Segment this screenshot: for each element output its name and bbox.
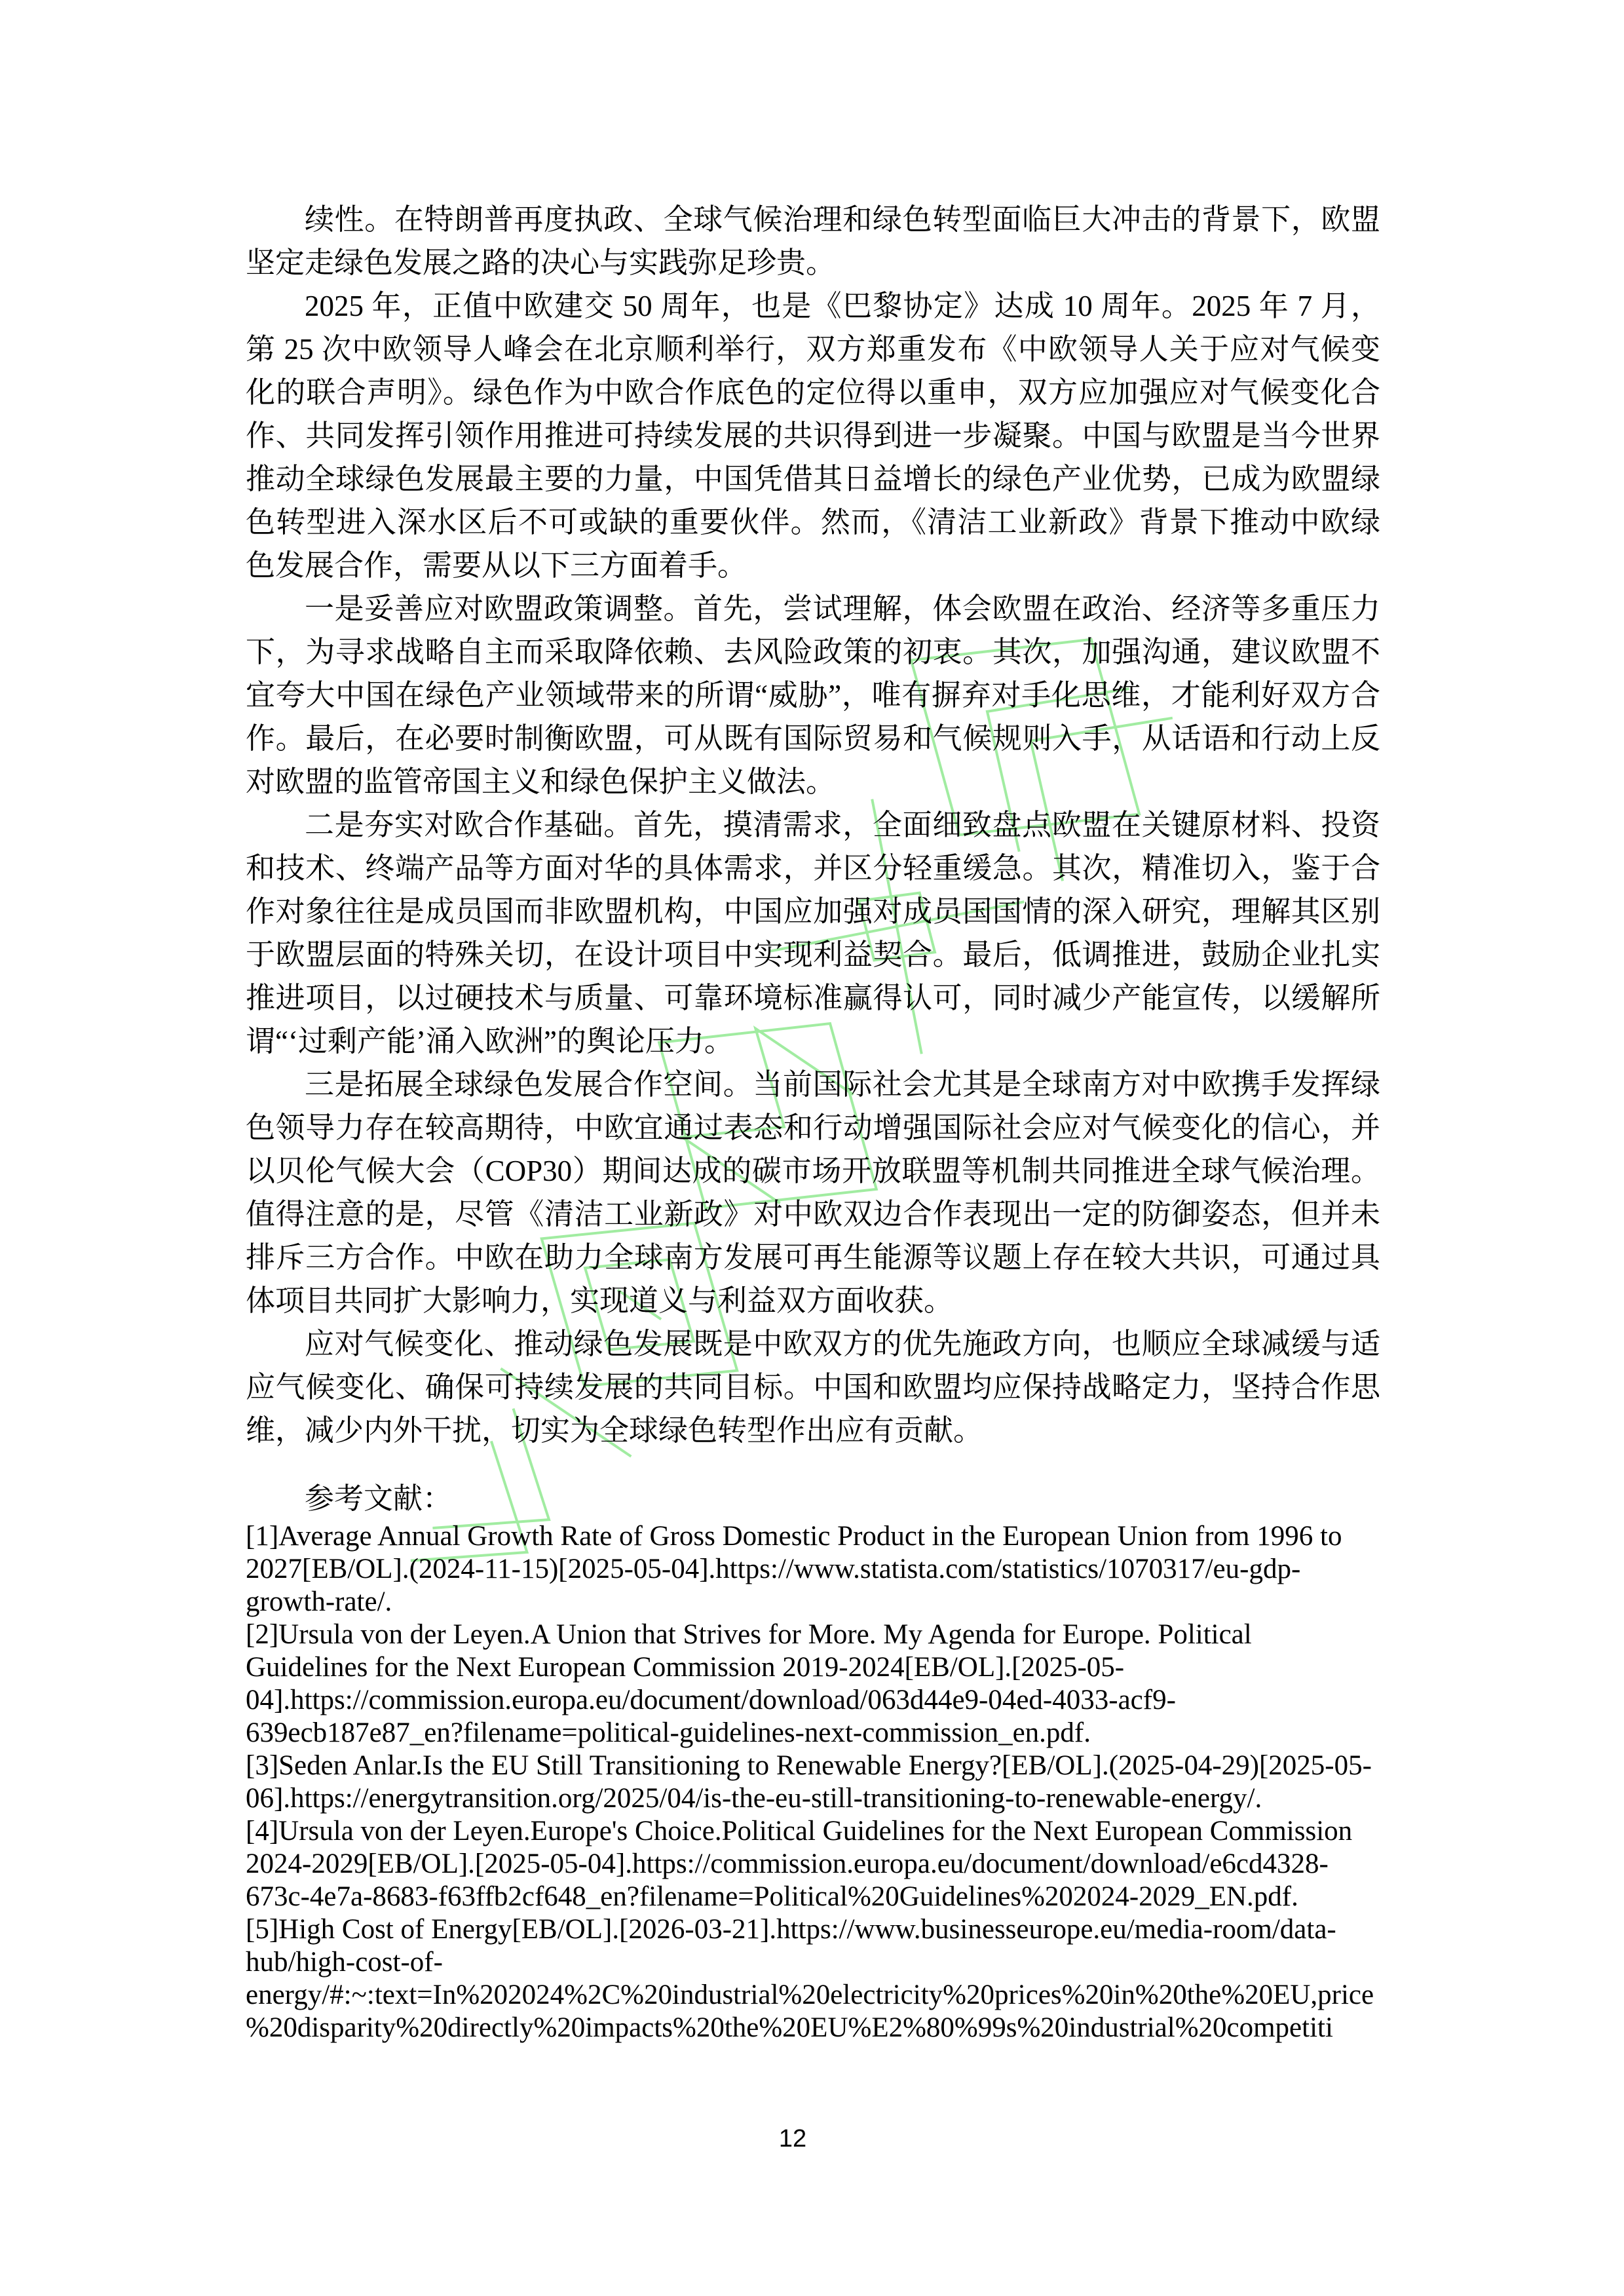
references-heading: 参考文献： bbox=[305, 1482, 453, 1515]
reference-item: [3]Seden Anlar.Is the EU Still Transitioning to Renewable Energy?[EB/OL].(2025-04-29)[2025-05-06].https://energytransition.org/2025/04/is-the-eu-still-transitioning-to-renewable-energy/. bbox=[246, 1750, 1372, 1814]
body-paragraph: 应对气候变化、推动绿色发展既是中欧双方的优先施政方向，也顺应全球减缓与适应气候变化、确保可持续发展的共同目标。中国和欧盟均应保持战略定力，坚持合作思维，减少内外干扰，切实为全球绿色转型作出应有贡献。 bbox=[246, 1328, 1380, 1447]
body-paragraph: 2025 年，正值中欧建交 50 周年，也是《巴黎协定》达成 10 周年。2025 年 7 月，第 25 次中欧领导人峰会在北京顺利举行，双方郑重发布《中欧领导人关于应对气候变化的联合声明》。绿色作为中欧合作底色的定位得以重申，双方应加强应对气候变化合作、共同发挥引领作用推进可持续发展的共识得到进一步凝聚。中国与欧盟是当今世界推动全球绿色发展最主要的力量，中国凭借其日益增长的绿色产业优势，已成为欧盟绿色转型进入深水区后不可或缺的重要伙伴。然而，《清洁工业新政》背景下推动中欧绿色发展合作，需要从以下三方面着手。 bbox=[246, 290, 1380, 582]
body-paragraph: 续性。在特朗普再度执政、全球气候治理和绿色转型面临巨大冲击的背景下，欧盟坚定走绿色发展之路的决心与实践弥足珍贵。 bbox=[246, 203, 1380, 279]
reference-item: [1]Average Annual Growth Rate of Gross Domestic Product in the European Union from 1996 to 2027[EB/OL].(2024-11-15)[2025-05-04].https://www.statista.com/statistics/1070317/eu-gdp-growth-rate/. bbox=[246, 1521, 1342, 1617]
reference-item: [5]High Cost of Energy[EB/OL].[2026-03-21].https://www.businesseurope.eu/media-room/data-hub/high-cost-of-energy/#:~:text=In%202024%2C%20industrial%20electricity%20prices%20in%20the%20EU,price%20disparity%20directly%20impacts%20the%20EU%E2%80%99s%20industrial%20competiti bbox=[246, 1914, 1374, 2043]
page-number: 12 bbox=[778, 2125, 807, 2152]
page-content bbox=[246, 198, 1380, 2044]
body-paragraph: 二是夯实对欧合作基础。首先，摸清需求，全面细致盘点欧盟在关键原材料、投资和技术、终端产品等方面对华的具体需求，并区分轻重缓急。其次，精准切入，鉴于合作对象往往是成员国而非欧盟机构，中国应加强对成员国国情的深入研究，理解其区别于欧盟层面的特殊关切，在设计项目中实现利益契合。最后，低调推进，鼓励企业扎实推进项目，以过硬技术与质量、可靠环境标准赢得认可，同时减少产能宣传，以缓解所谓“‘过剩产能’涌入欧洲”的舆论压力。 bbox=[246, 809, 1380, 1058]
body-paragraph: 一是妥善应对欧盟政策调整。首先，尝试理解，体会欧盟在政治、经济等多重压力下，为寻求战略自主而采取降依赖、去风险政策的初衷。其次，加强沟通，建议欧盟不宜夸大中国在绿色产业领域带来的所谓“威胁”，唯有摒弃对手化思维，才能利好双方合作。最后，在必要时制衡欧盟，可从既有国际贸易和气候规则入手，从话语和行动上反对欧盟的监管帝国主义和绿色保护主义做法。 bbox=[246, 592, 1380, 798]
reference-item: [4]Ursula von der Leyen.Europe's Choice.Political Guidelines for the Next European Commission 2024-2029[EB/OL].[2025-05-04].https://commission.europa.eu/document/download/e6cd4328-673c-4e7a-8683-f63ffb2cf648_en?filename=Political%20Guidelines%202024-2029_EN.pdf. bbox=[246, 1816, 1353, 1912]
body-paragraph: 三是拓展全球绿色发展合作空间。当前国际社会尤其是全球南方对中欧携手发挥绿色领导力存在较高期待，中欧宜通过表态和行动增强国际社会应对气候变化的信心，并以贝伦气候大会（COP30）期间达成的碳市场开放联盟等机制共同推进全球气候治理。值得注意的是，尽管《清洁工业新政》对中欧双边合作表现出一定的防御姿态，但并未排斥三方合作。中欧在助力全球南方发展可再生能源等议题上存在较大共识，可通过具体项目共同扩大影响力，实现道义与利益双方面收获。 bbox=[246, 1068, 1380, 1317]
reference-item: [2]Ursula von der Leyen.A Union that Strives for More. My Agenda for Europe. Political Guidelines for the Next European Commission 2019-2024[EB/OL].[2025-05-04].https://commission.europa.eu/document/download/063d44e9-04ed-4033-acf9-639ecb187e87_en?filename=political-guidelines-next-commission_en.pdf. bbox=[246, 1619, 1252, 1748]
